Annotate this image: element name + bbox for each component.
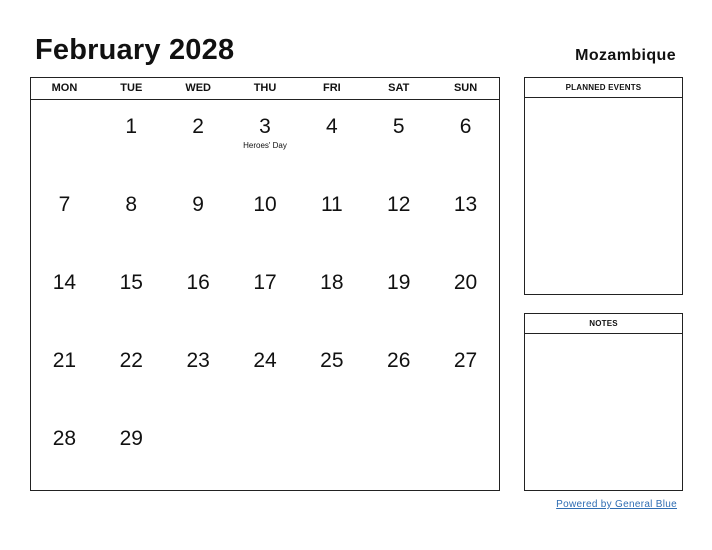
weekday-sat: SAT — [388, 82, 410, 94]
day-cell — [98, 412, 165, 490]
day-number: 3 — [259, 115, 271, 138]
day-cell — [432, 178, 499, 256]
weekday-tue: TUE — [120, 82, 143, 94]
day-cell — [298, 334, 365, 412]
day-cell — [232, 100, 299, 178]
day-cell — [31, 256, 98, 334]
day-number: 8 — [125, 193, 138, 216]
day-cell — [98, 334, 165, 412]
day-cell — [31, 178, 98, 256]
day-cell — [432, 100, 499, 178]
day-number: 20 — [453, 271, 478, 294]
day-number: 7 — [58, 193, 71, 216]
day-number: 16 — [186, 271, 210, 294]
day-cell — [365, 334, 432, 412]
day-number: 21 — [52, 349, 77, 372]
weekday-header-row — [31, 78, 499, 100]
notes-box — [524, 313, 683, 491]
day-cell — [232, 334, 299, 412]
planned-events-label: PLANNED EVENTS — [525, 78, 682, 98]
day-cell — [365, 256, 432, 334]
day-number: 15 — [119, 271, 143, 294]
day-cell — [98, 100, 165, 178]
day-number: 14 — [52, 271, 77, 294]
day-number: 18 — [320, 271, 344, 294]
notes-label: NOTES — [525, 314, 682, 334]
day-cell — [298, 412, 365, 490]
day-cell — [31, 334, 98, 412]
day-number: 19 — [387, 271, 411, 294]
day-cell — [432, 412, 499, 490]
day-number: 4 — [326, 115, 338, 138]
page-title: February 2028 — [35, 34, 235, 66]
day-number: 2 — [192, 115, 204, 138]
day-number: 27 — [453, 349, 478, 372]
day-number: 22 — [119, 349, 143, 372]
day-cell — [165, 334, 232, 412]
day-number: 29 — [119, 427, 143, 450]
country-name: Mozambique — [575, 47, 676, 64]
day-cell — [31, 412, 98, 490]
day-cell — [298, 256, 365, 334]
day-cell — [165, 256, 232, 334]
day-number: 28 — [52, 427, 77, 450]
day-cell — [365, 178, 432, 256]
calendar-grid — [30, 77, 500, 491]
calendar-days — [31, 100, 499, 490]
planned-events-box — [524, 77, 683, 295]
day-number: 9 — [192, 193, 204, 216]
day-number: 13 — [453, 193, 478, 216]
day-number: 5 — [392, 115, 405, 138]
day-number: 23 — [186, 349, 210, 372]
day-cell — [298, 100, 365, 178]
day-number: 11 — [320, 193, 343, 216]
day-cell — [31, 100, 98, 178]
day-number: 12 — [387, 193, 411, 216]
day-cell — [298, 178, 365, 256]
weekday-fri: FRI — [323, 82, 341, 94]
weekday-sun: SUN — [453, 82, 478, 94]
day-cell — [165, 412, 232, 490]
day-cell — [98, 256, 165, 334]
day-cell — [432, 334, 499, 412]
holiday-label: Heroes' Day — [243, 141, 287, 150]
powered-by-link[interactable]: Powered by General Blue — [556, 499, 677, 510]
day-number: 6 — [459, 115, 472, 138]
day-number: 10 — [253, 193, 277, 216]
day-cell — [232, 256, 299, 334]
day-number: 25 — [320, 349, 344, 372]
day-number: 24 — [253, 349, 277, 372]
day-cell — [165, 178, 232, 256]
day-cell — [165, 100, 232, 178]
day-cell — [432, 256, 499, 334]
weekday-thu: THU — [253, 82, 277, 94]
weekday-wed: WED — [185, 82, 211, 94]
day-number: 17 — [253, 271, 277, 294]
weekday-mon: MON — [51, 82, 78, 94]
day-number: 1 — [125, 115, 138, 138]
day-cell — [365, 412, 432, 490]
day-cell — [232, 412, 299, 490]
day-cell — [98, 178, 165, 256]
day-cell — [232, 178, 299, 256]
day-cell — [365, 100, 432, 178]
day-number: 26 — [387, 349, 411, 372]
